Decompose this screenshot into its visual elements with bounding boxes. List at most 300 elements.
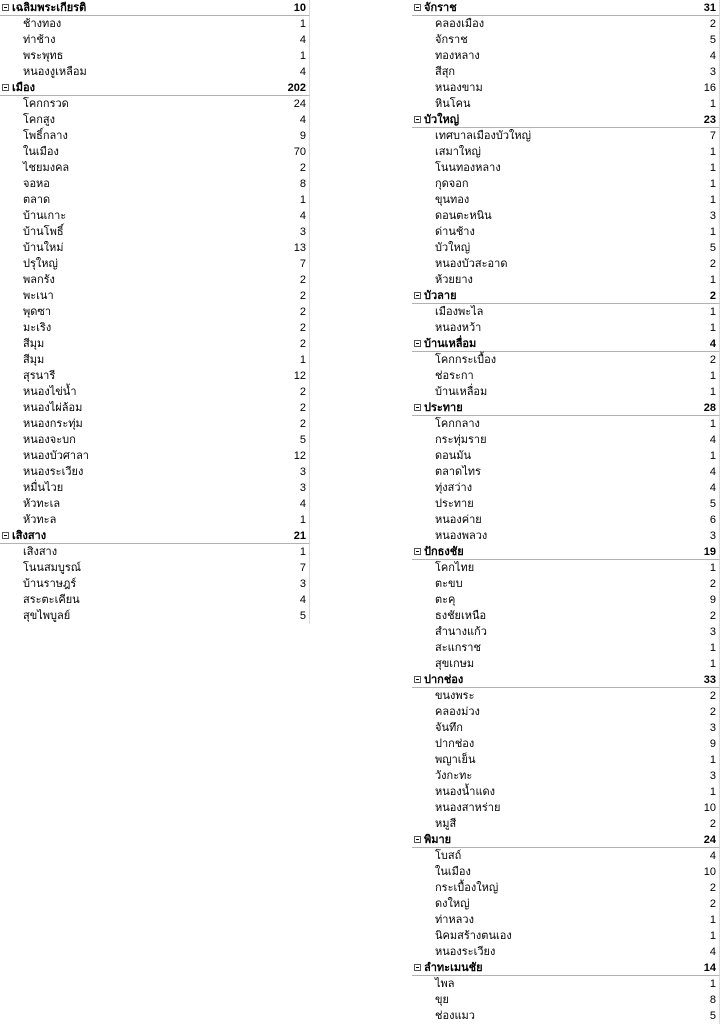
item-row[interactable] [0,304,310,320]
group-total: 10 [293,2,306,14]
group-header-row[interactable] [412,960,720,976]
item-row[interactable] [412,384,720,400]
item-row[interactable] [412,528,720,544]
item-row[interactable] [412,272,720,288]
item-label: วังกะทะ [435,770,473,782]
item-row[interactable] [412,640,720,656]
item-row[interactable] [412,480,720,496]
item-label: สีสุก [435,66,456,78]
collapse-toggle-icon[interactable] [2,4,9,11]
item-row[interactable] [412,320,720,336]
item-row[interactable] [412,800,720,816]
item-row[interactable] [412,128,720,144]
item-label: หนองบัวศาลา [23,450,89,462]
item-value: 4 [299,66,306,78]
collapse-toggle-icon[interactable] [414,836,421,843]
item-label: ขุย [435,994,449,1006]
item-value: 1 [709,178,716,190]
item-label: พญาเย็น [435,754,476,766]
item-label: สำนางแก้ว [435,626,487,638]
item-label: เสิงสาง [23,546,58,558]
item-value: 24 [293,98,306,110]
group-header-row[interactable] [412,0,720,16]
item-label: โคกสูง [23,114,56,126]
item-value: 4 [709,482,716,494]
item-value: 1 [709,754,716,766]
item-value: 2 [299,322,306,334]
item-value: 2 [709,258,716,270]
item-label: บ้านราษฎร์ [23,578,77,590]
item-row[interactable] [0,416,310,432]
collapse-toggle-icon[interactable] [414,292,421,299]
item-label: ตะขบ [435,578,463,590]
collapse-toggle-icon[interactable] [414,340,421,347]
item-label: สระตะเคียน [23,594,80,606]
item-value: 1 [709,914,716,926]
group-header-row[interactable] [412,832,720,848]
item-label: ช้างทอง [23,18,62,30]
item-value: 1 [709,98,716,110]
item-label: โนนสมบูรณ์ [23,562,82,574]
item-label: ประทาย [435,498,474,510]
item-row[interactable] [412,928,720,944]
item-label: หนองบัวสะอาด [435,258,508,270]
item-row[interactable] [412,464,720,480]
item-label: โนนทองหลาง [435,162,501,174]
group-name: เมือง [12,82,35,94]
item-row[interactable] [412,304,720,320]
item-label: เสมาใหญ่ [435,146,481,158]
group-name: บัวใหญ่ [424,114,460,126]
item-value: 2 [299,306,306,318]
item-row[interactable] [0,48,310,64]
item-row[interactable] [0,224,310,240]
item-label: ไพล [435,978,455,990]
item-value: 1 [299,514,306,526]
collapse-toggle-icon[interactable] [414,116,421,123]
item-value: 4 [299,498,306,510]
group-total: 202 [287,82,306,94]
item-value: 10 [703,802,716,814]
item-value: 4 [709,850,716,862]
item-row[interactable] [412,864,720,880]
item-row[interactable] [412,704,720,720]
item-row[interactable] [412,576,720,592]
item-value: 3 [299,482,306,494]
item-label: หัวทะเล [23,498,61,510]
item-row[interactable] [0,544,310,560]
item-row[interactable] [412,624,720,640]
item-label: หัวทะล [23,514,57,526]
item-row[interactable] [0,176,310,192]
item-value: 10 [703,866,716,878]
group-total: 21 [293,530,306,542]
group-total: 33 [703,674,716,686]
item-label: ท่าช้าง [23,34,56,46]
item-label: จักราช [435,34,468,46]
item-row[interactable] [412,160,720,176]
group-total: 24 [703,834,716,846]
item-row[interactable] [412,768,720,784]
item-row[interactable] [0,32,310,48]
group-name: ประทาย [424,402,463,414]
item-value: 1 [299,18,306,30]
item-label: คลองเมือง [435,18,485,30]
item-label: กุดจอก [435,178,469,190]
item-value: 4 [299,34,306,46]
group-total: 14 [703,962,716,974]
item-row[interactable] [412,784,720,800]
item-label: ด่านช้าง [435,226,475,238]
item-row[interactable] [0,192,310,208]
item-value: 4 [299,594,306,606]
item-label: ท่าหลวง [435,914,474,926]
item-label: ขุนทอง [435,194,470,206]
item-label: หนองขาม [435,82,483,94]
item-label: สุขเกษม [435,658,475,670]
item-label: ห้วยยาง [435,274,473,286]
item-value: 2 [299,162,306,174]
item-row[interactable] [412,496,720,512]
item-label: หมื่นไวย [23,482,64,494]
item-label: ดงใหญ่ [435,898,470,910]
item-row[interactable] [412,96,720,112]
group-total: 2 [709,290,716,302]
item-row[interactable] [412,176,720,192]
item-label: ตลาดไทร [435,466,481,478]
collapse-toggle-icon[interactable] [414,548,421,555]
item-value: 2 [709,690,716,702]
item-row[interactable] [412,560,720,576]
item-row[interactable] [412,448,720,464]
collapse-toggle-icon[interactable] [414,4,421,11]
item-value: 2 [709,354,716,366]
item-value: 2 [709,18,716,30]
item-row[interactable] [0,512,310,528]
item-label: ตะคุ [435,594,456,606]
item-row[interactable] [0,480,310,496]
item-label: หมูสี [435,818,457,830]
item-row[interactable] [412,224,720,240]
item-row[interactable] [412,368,720,384]
item-row[interactable] [412,1008,720,1024]
item-value: 1 [299,194,306,206]
item-value: 12 [293,450,306,462]
group-header-row[interactable] [412,288,720,304]
item-value: 3 [709,722,716,734]
item-label: จันทึก [435,722,463,734]
item-row[interactable] [412,144,720,160]
item-value: 1 [709,786,716,798]
item-row[interactable] [412,32,720,48]
item-label: กระเบื้องใหญ่ [435,882,499,894]
item-value: 1 [709,370,716,382]
item-row[interactable] [0,592,310,608]
item-row[interactable] [412,608,720,624]
item-label: มะเริง [23,322,52,334]
item-row[interactable] [412,752,720,768]
group-name: เฉลิมพระเกียรติ [12,2,87,14]
group-name: บัวลาย [424,290,457,302]
item-value: 1 [709,306,716,318]
item-row[interactable] [0,128,310,144]
item-label: ตลาด [23,194,51,206]
item-label: โคกกระเบื้อง [435,354,497,366]
group-name: พิมาย [424,834,452,846]
item-row[interactable] [412,48,720,64]
item-value: 1 [709,146,716,158]
item-value: 3 [299,578,306,590]
collapse-toggle-icon[interactable] [414,676,421,683]
group-total: 4 [709,338,716,350]
item-row[interactable] [412,256,720,272]
item-row[interactable] [412,240,720,256]
item-row[interactable] [0,272,310,288]
item-row[interactable] [412,64,720,80]
item-row[interactable] [0,64,310,80]
item-value: 9 [709,738,716,750]
pivot-column-left [0,0,310,624]
item-label: หนองระเวียง [435,946,496,958]
item-value: 8 [709,994,716,1006]
item-label: โคกไทย [435,562,475,574]
item-row[interactable] [0,384,310,400]
item-label: บ้านโพธิ์ [23,226,64,238]
item-value: 3 [709,530,716,542]
item-value: 2 [709,706,716,718]
item-label: โบสถ์ [435,850,462,862]
item-value: 3 [709,626,716,638]
item-value: 5 [709,242,716,254]
item-row[interactable] [412,688,720,704]
group-total: 28 [703,402,716,414]
item-label: บ้านเหลื่อม [435,386,488,398]
group-header-row[interactable] [0,80,310,96]
item-label: หินโคน [435,98,471,110]
item-value: 1 [709,386,716,398]
item-value: 3 [709,770,716,782]
item-value: 1 [709,658,716,670]
item-value: 5 [299,434,306,446]
item-row[interactable] [412,208,720,224]
item-row[interactable] [0,336,310,352]
collapse-toggle-icon[interactable] [414,404,421,411]
item-row[interactable] [412,512,720,528]
group-header-row[interactable] [412,400,720,416]
item-label: ไชยมงคล [23,162,70,174]
item-row[interactable] [0,256,310,272]
item-label: คลองม่วง [435,706,480,718]
item-row[interactable] [0,240,310,256]
item-value: 1 [709,194,716,206]
item-label: สีมุม [23,338,45,350]
item-row[interactable] [0,208,310,224]
item-row[interactable] [0,432,310,448]
item-label: กระทุ่มราย [435,434,487,446]
item-value: 5 [709,34,716,46]
item-label: ในเมือง [435,866,471,878]
item-value: 6 [709,514,716,526]
item-row[interactable] [0,144,310,160]
item-label: โคกกรวด [23,98,69,110]
item-row[interactable] [0,464,310,480]
item-row[interactable] [0,400,310,416]
item-value: 4 [299,114,306,126]
item-row[interactable] [412,432,720,448]
item-label: พุดซา [23,306,52,318]
group-total: 23 [703,114,716,126]
item-value: 1 [709,562,716,574]
group-name: จักราช [424,2,457,14]
group-name: ปากช่อง [424,674,464,686]
item-value: 2 [709,578,716,590]
item-label: โคกกลาง [435,418,480,430]
item-value: 2 [299,418,306,430]
item-row[interactable] [0,368,310,384]
item-row[interactable] [0,560,310,576]
item-label: สีมุม [23,354,45,366]
group-name: บ้านเหลื่อม [424,338,477,350]
item-row[interactable] [412,880,720,896]
item-row[interactable] [0,288,310,304]
item-row[interactable] [0,496,310,512]
group-header-row[interactable] [412,336,720,352]
item-label: สะแกราช [435,642,481,654]
item-row[interactable] [0,448,310,464]
pivot-column-right [412,0,720,1024]
item-row[interactable] [0,352,310,368]
group-header-row[interactable] [0,0,310,16]
item-value: 2 [709,898,716,910]
item-row[interactable] [0,576,310,592]
item-row[interactable] [0,160,310,176]
item-label: เมืองพะไล [435,306,484,318]
item-row[interactable] [412,912,720,928]
group-name: ลำทะเมนชัย [424,962,483,974]
item-value: 2 [709,882,716,894]
item-label: ธงชัยเหนือ [435,610,487,622]
item-value: 9 [709,594,716,606]
item-row[interactable] [412,992,720,1008]
collapse-toggle-icon[interactable] [2,532,9,539]
item-label: หนองกระทุ่ม [23,418,83,430]
item-value: 5 [299,610,306,622]
item-row[interactable] [0,96,310,112]
item-row[interactable] [412,848,720,864]
item-value: 2 [299,386,306,398]
group-header-row[interactable] [412,544,720,560]
item-row[interactable] [412,656,720,672]
item-row[interactable] [412,944,720,960]
item-row[interactable] [412,976,720,992]
item-value: 1 [709,418,716,430]
item-row[interactable] [412,592,720,608]
item-row[interactable] [412,736,720,752]
group-total: 31 [703,2,716,14]
item-value: 2 [709,610,716,622]
item-value: 7 [709,130,716,142]
item-value: 1 [299,50,306,62]
item-value: 16 [703,82,716,94]
item-row[interactable] [412,16,720,32]
item-value: 2 [299,274,306,286]
item-label: สุรนารี [23,370,56,382]
item-row[interactable] [412,816,720,832]
item-row[interactable] [0,320,310,336]
item-label: ทุ่งสว่าง [435,482,473,494]
item-row[interactable] [0,112,310,128]
collapse-toggle-icon[interactable] [2,84,9,91]
item-value: 7 [299,258,306,270]
item-label: ทองหลาง [435,50,480,62]
item-value: 1 [299,546,306,558]
item-value: 2 [299,402,306,414]
item-row[interactable] [412,352,720,368]
item-label: บัวใหญ่ [435,242,471,254]
group-header-row[interactable] [412,112,720,128]
item-value: 4 [709,946,716,958]
item-label: หนองงูเหลือม [23,66,87,78]
item-label: จอหอ [23,178,50,190]
item-value: 7 [299,562,306,574]
item-label: หนองหว้า [435,322,482,334]
item-value: 4 [709,466,716,478]
item-value: 2 [299,290,306,302]
item-value: 1 [299,354,306,366]
item-label: ช่องแมว [435,1010,475,1022]
item-label: หนองพลวง [435,530,488,542]
item-value: 3 [709,210,716,222]
group-header-row[interactable] [0,528,310,544]
item-row[interactable] [412,720,720,736]
item-value: 1 [709,274,716,286]
item-value: 70 [293,146,306,158]
item-label: เทศบาลเมืองบัวใหญ่ [435,130,532,142]
item-value: 1 [709,978,716,990]
item-label: พลกรัง [23,274,55,286]
collapse-toggle-icon[interactable] [414,964,421,971]
item-row[interactable] [412,192,720,208]
item-label: ปรุใหญ่ [23,258,58,270]
item-value: 1 [709,322,716,334]
item-label: หนองระเวียง [23,466,84,478]
item-row[interactable] [0,608,310,624]
item-value: 12 [293,370,306,382]
item-value: 5 [709,1010,716,1022]
item-label: หนองน้ำแดง [435,786,496,798]
item-value: 1 [709,226,716,238]
item-row[interactable] [412,416,720,432]
item-label: บ้านเกาะ [23,210,67,222]
item-value: 3 [299,466,306,478]
item-label: หนองไข่น้ำ [23,386,77,398]
item-label: ช่อระกา [435,370,474,382]
item-label: ขนงพระ [435,690,475,702]
group-name: ปักธงชัย [424,546,464,558]
item-label: ในเมือง [23,146,59,158]
item-row[interactable] [412,896,720,912]
item-label: โพธิ์กลาง [23,130,68,142]
item-row[interactable] [0,16,310,32]
item-label: ดอนตะหนิน [435,210,492,222]
item-value: 4 [709,434,716,446]
item-label: ดอนมัน [435,450,472,462]
item-label: นิคมสร้างตนเอง [435,930,512,942]
item-value: 1 [709,162,716,174]
item-row[interactable] [412,80,720,96]
group-header-row[interactable] [412,672,720,688]
item-value: 3 [299,226,306,238]
